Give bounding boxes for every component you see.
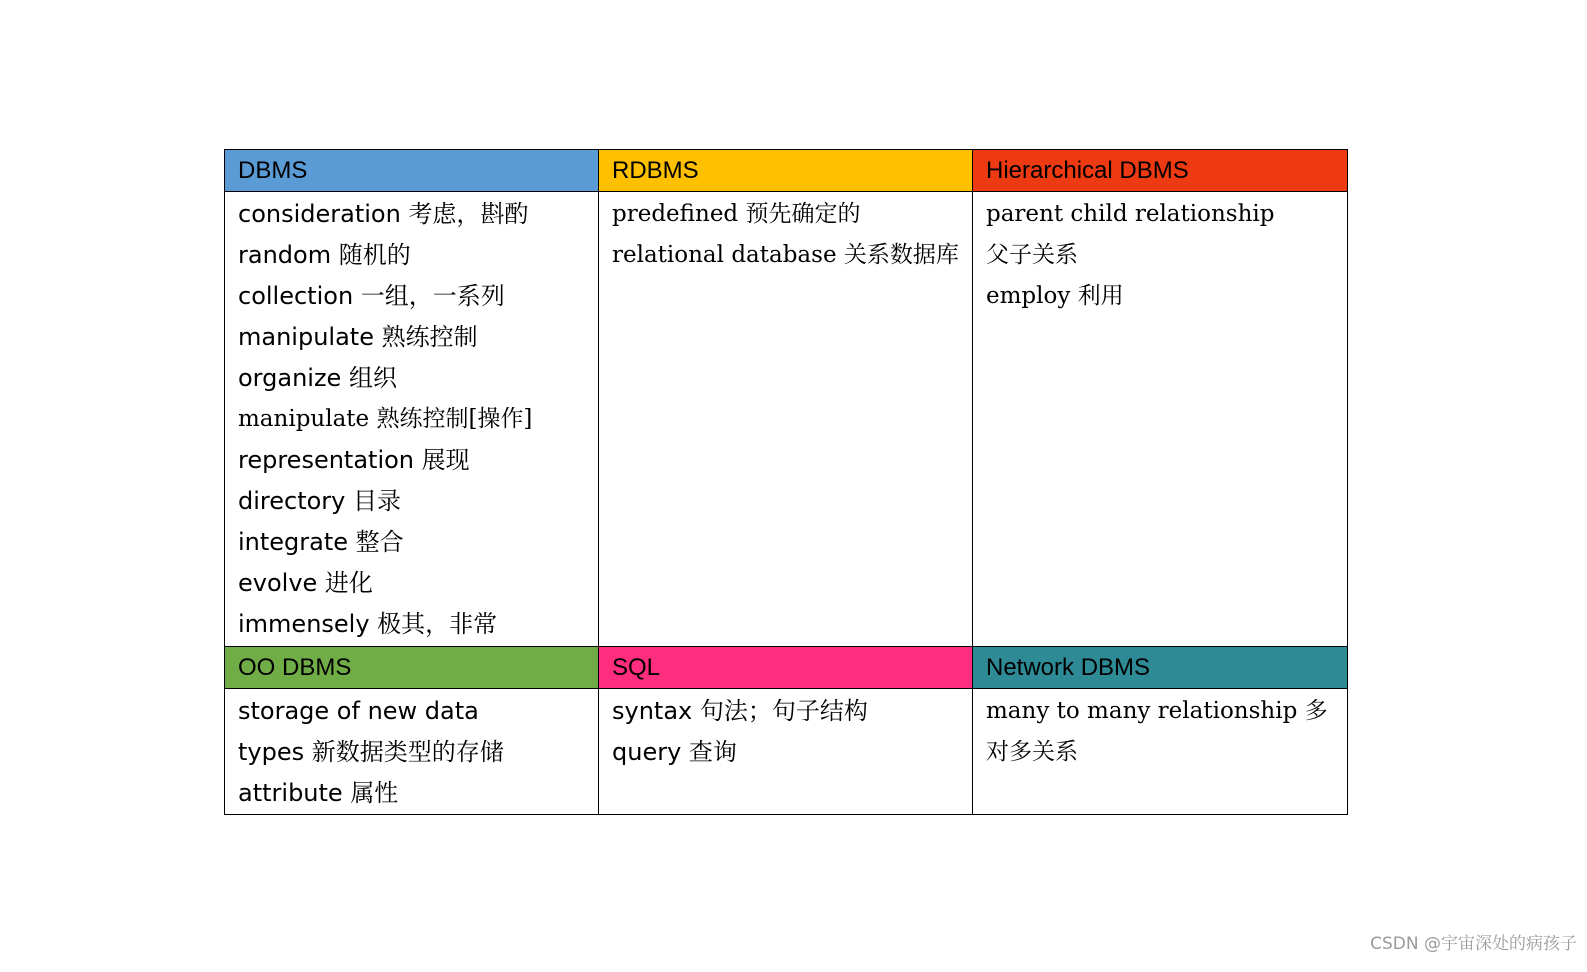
term-entry: directory 目录 [238, 487, 401, 515]
term-entry: manipulate 熟练控制[操作] [238, 406, 533, 432]
term-entry: collection 一组，一系列 [238, 282, 505, 310]
term-entry: evolve 进化 [238, 569, 373, 597]
network-dbms-header: Network DBMS [973, 647, 1348, 689]
hierarchical-dbms-header: Hierarchical DBMS [973, 150, 1348, 192]
term-entry: query 查询 [612, 738, 737, 766]
sql-terms-cell [599, 689, 973, 815]
csdn-watermark: CSDN @宇宙深处的病孩子 [1370, 934, 1577, 954]
term-entry: integrate 整合 [238, 528, 404, 556]
network-dbms-terms-cell [973, 689, 1348, 815]
term-entry: predefined 预先确定的 [612, 201, 861, 227]
body-row-1 [225, 192, 1348, 647]
term-entry: employ 利用 [986, 283, 1124, 309]
sql-header: SQL [599, 647, 973, 689]
vocabulary-table [224, 149, 1348, 815]
term-entry: organize 组织 [238, 364, 397, 392]
oo-dbms-terms-cell [225, 689, 599, 815]
term-entry: storage of new data types 新数据类型的存储 [238, 697, 504, 766]
term-entry: manipulate 熟练控制 [238, 323, 478, 351]
term-entry: attribute 属性 [238, 779, 399, 807]
dbms-header: DBMS [225, 150, 599, 192]
term-entry: syntax 句法；句子结构 [612, 697, 868, 725]
term-entry: relational database 关系数据库 [612, 242, 959, 268]
dbms-terms-cell [225, 192, 599, 647]
term-entry: parent child relationship 父子关系 [986, 201, 1275, 268]
term-entry: representation 展现 [238, 446, 470, 474]
header-row-2 [225, 647, 1348, 689]
term-entry: consideration 考虑，斟酌 [238, 200, 529, 228]
rdbms-header: RDBMS [599, 150, 973, 192]
rdbms-terms-cell [599, 192, 973, 647]
term-entry: random 随机的 [238, 241, 411, 269]
term-entry: immensely 极其，非常 [238, 610, 498, 638]
term-entry: many to many relationship 多对多关系 [986, 698, 1328, 765]
header-row-1 [225, 150, 1348, 192]
hierarchical-dbms-terms-cell [973, 192, 1348, 647]
body-row-2 [225, 689, 1348, 815]
oo-dbms-header: OO DBMS [225, 647, 599, 689]
